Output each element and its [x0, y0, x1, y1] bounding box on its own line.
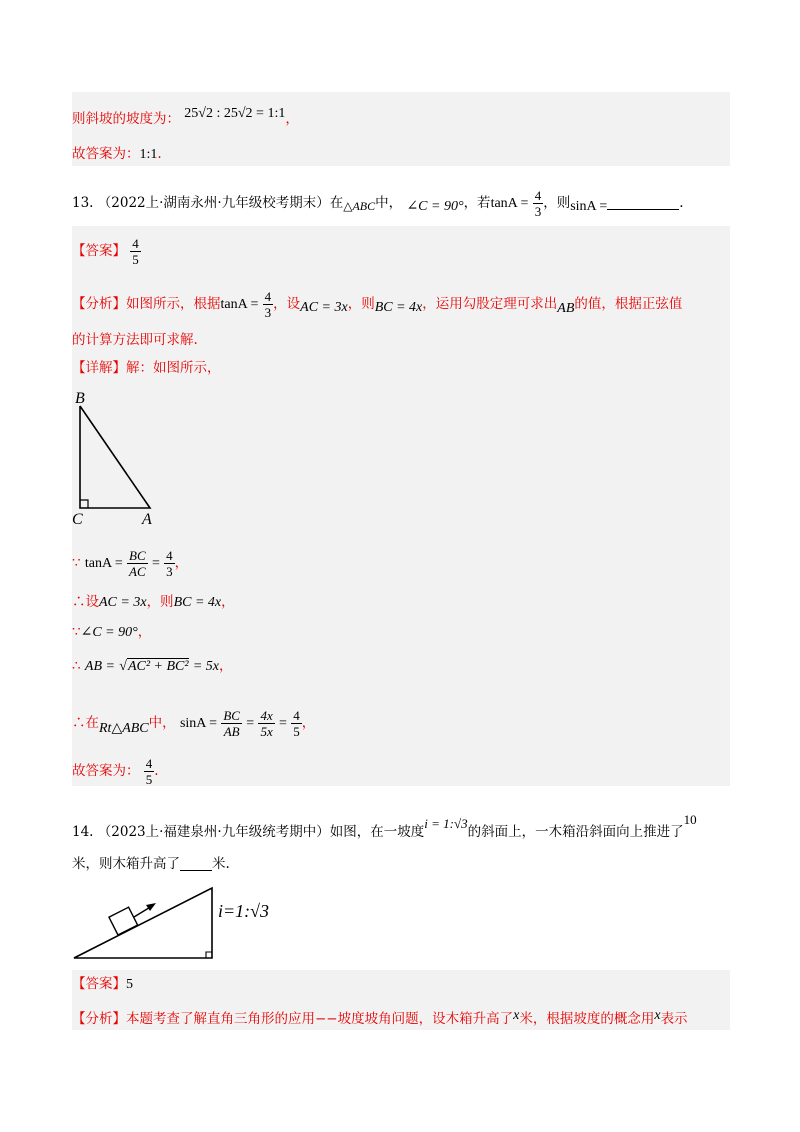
- slope-expression: 25√2 : 25√2 = 1:1: [184, 106, 286, 121]
- q13-step2: ∴设AC = 3x，则BC = 4x，: [72, 594, 235, 610]
- q14-question-cont: 米，则木箱升高了 米.: [72, 856, 230, 872]
- q13-step4: ∴ AB = √AC² + BC² = 5x，: [72, 658, 233, 674]
- q13-tan-fraction: $\frac{4}{3}$: [534, 188, 542, 219]
- q13-step5: ∴在Rt△ABC中， sinA = $\frac{BC}{AB}$ = $\frac{4x}{5x}$ = $\frac{4}{5}$ ，: [72, 708, 316, 739]
- q13-step1: ∵ tanA = $\frac{BC}{AC}$ = $\frac{4}{3}$ ，: [72, 548, 189, 579]
- q13-detail: 【详解】解：如图所示，: [72, 360, 221, 376]
- q14-answer: 【答案】5: [72, 976, 133, 992]
- slope-figure: [70, 884, 290, 964]
- q14-number: 14.: [72, 824, 94, 840]
- vertex-label-b: B: [75, 390, 85, 407]
- top-final-answer: 故答案为：1:1.: [72, 146, 162, 162]
- q13-step3: ∵∠C = 90°，: [72, 624, 152, 640]
- vertex-label-a: A: [142, 511, 152, 528]
- wooden-box: [109, 907, 138, 935]
- push-arrow-head: [146, 903, 156, 911]
- slope-figure-label: i=1:√3: [218, 901, 270, 921]
- slope-line: 则斜坡的坡度为： 25√2 : 25√2 = 1:1，: [72, 106, 299, 127]
- q13-number: 13.: [72, 195, 94, 211]
- q13-answer: 【答案】 $\frac{4}{5}$: [72, 236, 139, 267]
- q14-analysis: 【分析】本题考查了解直角三角形的应用−−坡度坡角问题，设木箱升高了x米，根据坡度的概念用x表示: [72, 1008, 688, 1027]
- q14-question: 14. （2023上·福建泉州·九年级统考期中）如图，在一坡度i = 1:√3的斜面上，一木箱沿斜面向上推进了10: [72, 812, 697, 840]
- q13-final-answer: 故答案为： $\frac{4}{5}$ .: [72, 756, 159, 787]
- q13-answer-blank[interactable]: [607, 209, 679, 210]
- right-angle-mark: [80, 500, 88, 508]
- q13-question: 13. （2022上·湖南永州·九年级校考期末）在△ABC中， ∠C = 90°，若tanA = $\frac{4}{3}$ ，则sinA = .: [72, 188, 684, 219]
- slope-triangle: [74, 888, 212, 958]
- q13-analysis-cont: 的计算方法即可求解.: [72, 332, 198, 348]
- vertex-label-c: C: [72, 511, 83, 528]
- triangle-outline: [80, 406, 150, 508]
- q13-analysis: 【分析】如图所示，根据tanA = $\frac{4}{3}$ ，设AC = 3x，则BC = 4x，运用勾股定理可求出AB的值，根据正弦值: [72, 289, 683, 320]
- q14-answer-blank[interactable]: [180, 870, 212, 871]
- q13-answer-fraction: $\frac{4}{5}$: [132, 236, 139, 267]
- slope-right-angle: [206, 952, 212, 958]
- right-triangle-figure: [72, 388, 172, 528]
